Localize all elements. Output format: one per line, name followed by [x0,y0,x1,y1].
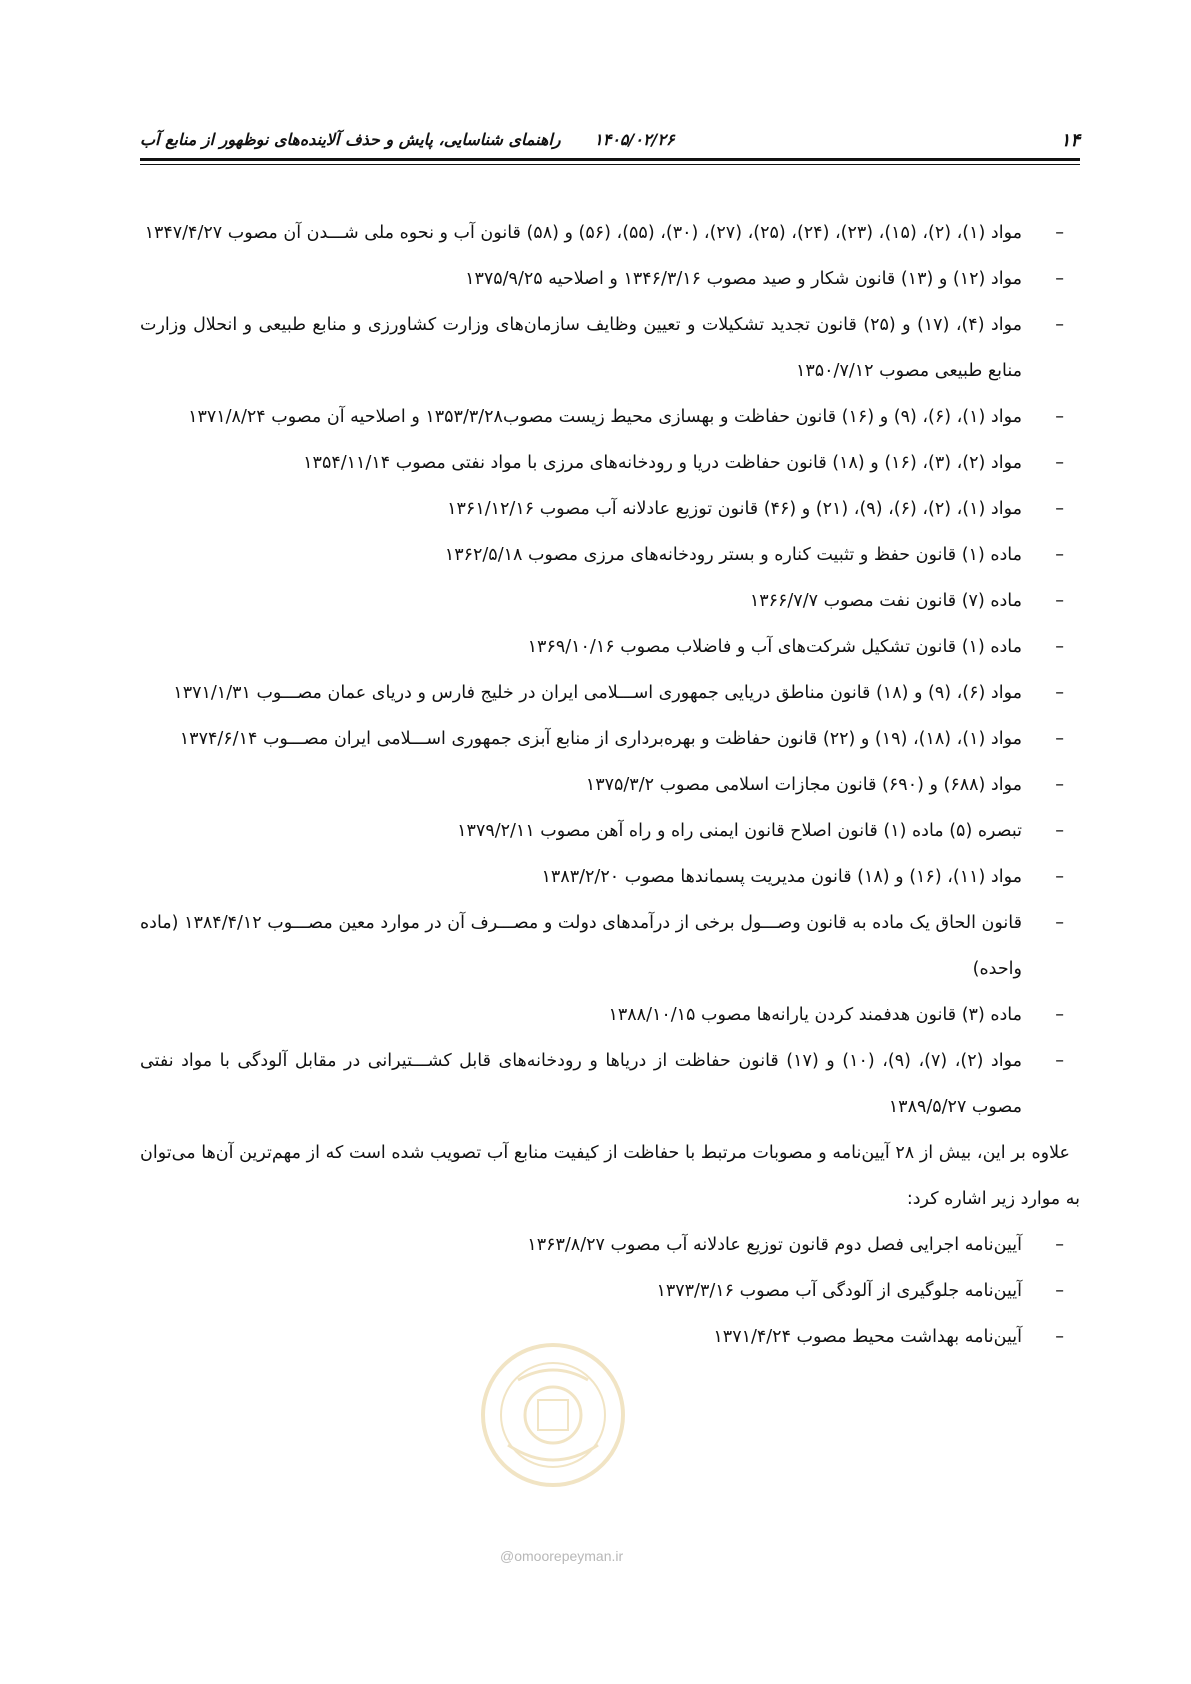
list-item: – مواد (۱۱)، (۱۶) و (۱۸) قانون مدیریت پسماندها مصوب ۱۳۸۳/۲/۲۰ [140,854,1080,900]
list-item: – مواد (۱)، (۲)، (۶)، (۹)، (۲۱) و (۴۶) قانون توزیع عادلانه آب مصوب ۱۳۶۱/۱۲/۱۶ [140,486,1080,532]
list-item: – ماده (۷) قانون نفت مصوب ۱۳۶۶/۷/۷ [140,578,1080,624]
header-date: ۱۴۰۵/۰۲/۲۶ [594,130,675,149]
list-item: – ماده (۱) قانون تشکیل شرکت‌های آب و فاضلاب مصوب ۱۳۶۹/۱۰/۱۶ [140,624,1080,670]
list-item: – مواد (۲)، (۳)، (۱۶) و (۱۸) قانون حفاظت دریا و رودخانه‌های مرزی با مواد نفتی مصوب ۱۳۵۴/۱۱/۱۴ [140,440,1080,486]
list-item: – آیین‌نامه اجرایی فصل دوم قانون توزیع عادلانه آب مصوب ۱۳۶۳/۸/۲۷ [140,1222,1080,1268]
list-item: – مواد (۴)، (۱۷) و (۲۵) قانون تجدید تشکیلات و تعیین وظایف سازمان‌های وزارت کشاورزی و منابع طبیعی و انحلال وزارت منابع طبیعی مصوب ۱۳۵۰/۷/۱۲ [140,302,1080,394]
list-item: – آیین‌نامه بهداشت محیط مصوب ۱۳۷۱/۴/۲۴ [140,1314,1080,1360]
list-item: – ماده (۱) قانون حفظ و تثبیت کناره و بستر رودخانه‌های مرزی مصوب ۱۳۶۲/۵/۱۸ [140,532,1080,578]
watermark-seal-icon [478,1340,628,1490]
intro-paragraph: علاوه بر این، بیش از ۲۸ آیین‌نامه و مصوبات مرتبط با حفاظت از کیفیت منابع آب تصویب شده است که از مهم‌ترین آن‌ها می‌توان به موارد زیر اشاره کرد: [140,1143,1080,1209]
list-item: – مواد (۱)، (۲)، (۱۵)، (۲۳)، (۲۴)، (۲۵)، (۲۷)، (۳۰)، (۵۵)، (۵۶) و (۵۸) قانون آب و نحوه ملی شـــدن آن مصوب ۱۳۴۷/۴/۲۷ [140,210,1080,256]
laws-list [140,210,1080,1130]
page-header [140,118,1080,158]
page-body [140,210,1080,1360]
list-item: – مواد (۲)، (۷)، (۹)، (۱۰) و (۱۷) قانون حفاظت از دریاها و رودخانه‌های قابل کشـــتیرانی در مقابل آلودگی با مواد نفتی مصوب ۱۳۸۹/۵/۲۷ [140,1038,1080,1130]
header-title: راهنمای شناسایی، پایش و حذف آلاینده‌های نوظهور از منابع آب [140,130,561,149]
running-header [140,130,675,149]
list-item: – آیین‌نامه جلوگیری از آلودگی آب مصوب ۱۳۷۳/۳/۱۶ [140,1268,1080,1314]
list-item: – مواد (۶۸۸) و (۶۹۰) قانون مجازات اسلامی مصوب ۱۳۷۵/۳/۲ [140,762,1080,808]
list-item: – قانون الحاق یک ماده به قانون وصـــول برخی از درآمدهای دولت و مصـــرف آن در موارد معین مصـــوب ۱۳۸۴/۴/۱۲ (ماده واحده) [140,900,1080,992]
list-item: – ماده (۳) قانون هدفمند کردن یارانه‌ها مصوب ۱۳۸۸/۱۰/۱۵ [140,992,1080,1038]
watermark-site: @omoorepeyman.ir [500,1548,624,1564]
list-item: – تبصره (۵) ماده (۱) قانون اصلاح قانون ایمنی راه و راه آهن مصوب ۱۳۷۹/۲/۱۱ [140,808,1080,854]
header-rule-thick [140,158,1080,161]
list-item: – مواد (۱)، (۶)، (۹) و (۱۶) قانون حفاظت و بهسازی محیط زیست مصوب۱۳۵۳/۳/۲۸ و اصلاحیه آن مصوب ۱۳۷۱/۸/۲۴ [140,394,1080,440]
list-item: – مواد (۶)، (۹) و (۱۸) قانون مناطق دریایی جمهوری اســـلامی ایران در خلیج فارس و دریای عمان مصـــوب ۱۳۷۱/۱/۳۱ [140,670,1080,716]
page-number: ۱۴ [1060,130,1080,151]
list-item: – مواد (۱)، (۱۸)، (۱۹) و (۲۲) قانون حفاظت و بهره‌برداری از منابع آبزی جمهوری اســـلامی ایران مصـــوب ۱۳۷۴/۶/۱۴ [140,716,1080,762]
header-rule-thin [140,164,1080,165]
list-item: – مواد (۱۲) و (۱۳) قانون شکار و صید مصوب ۱۳۴۶/۳/۱۶ و اصلاحیه ۱۳۷۵/۹/۲۵ [140,256,1080,302]
